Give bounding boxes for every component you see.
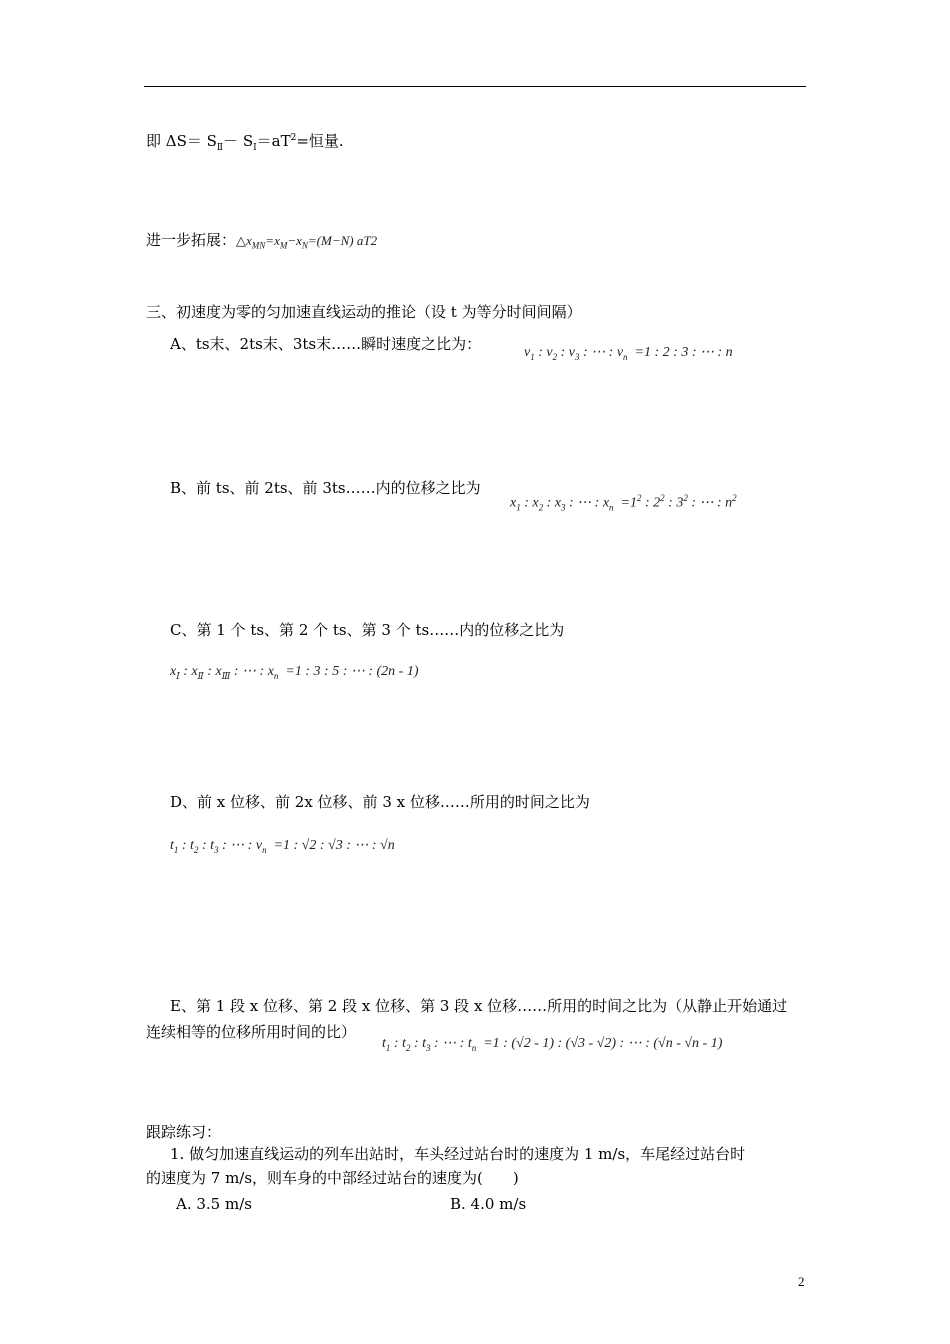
page-number: 2	[798, 1274, 805, 1289]
extend-line	[146, 230, 377, 256]
section-3-heading: 三、初速度为零的匀加速直线运动的推论（设 t 为等分时间间隔）	[146, 303, 582, 321]
question-1-option-a: A. 3.5 m/s	[176, 1195, 252, 1213]
extend-label: 进一步拓展：	[146, 231, 237, 249]
question-1-line2: 的速度为 7 m/s，则车身的中部经过站台的速度为( )	[146, 1169, 519, 1187]
header-divider	[144, 86, 806, 87]
item-b-text: B、前 ts、前 2ts、前 3ts……内的位移之比为	[170, 479, 481, 497]
extend-formula: $\triangle x_{MN}=x_M-x_N=(M-N)$ aT2	[236, 233, 378, 251]
item-e-text-line2: 连续相等的位移所用时间的比）	[146, 1023, 357, 1041]
item-b-formula: $x_1$ : $x_2$ : $x_3$ : ⋯ : $x_n =1^2$ : $2^2$ : $3^2$ : ⋯ : $n^2$	[510, 493, 737, 513]
item-d-text: D、前 x 位移、前 2x 位移、前 3 x 位移……所用的时间之比为	[170, 793, 590, 811]
question-1-line1: 1. 做匀加速直线运动的列车出站时，车头经过站台时的速度为 1 m/s，车尾经过站台时	[170, 1145, 746, 1163]
item-c-formula: $x_Ⅰ$ : $x_Ⅱ$ : $x_Ⅲ$ : ⋯ : $x_n =1$ : 3 : 5 : ⋯ : (2n - 1)	[170, 664, 419, 681]
item-c-text: C、第 1 个 ts、第 2 个 ts、第 3 个 ts……内的位移之比为	[170, 621, 565, 639]
item-a-text: A、ts末、2ts末、3ts末……瞬时速度之比为：	[170, 335, 482, 353]
practice-title: 跟踪练习：	[146, 1123, 222, 1141]
delta-s-line: 即 $\Delta S= S_Ⅱ- S_Ⅰ=aT^2=$恒量.	[146, 132, 344, 153]
item-e-formula: $t_1$ : $t_2$ : $t_3$ : ⋯ : $t_n =1$ : (√2 - 1) : (√3 - √2) : ⋯ : (√n - √n - 1)	[382, 1036, 723, 1053]
question-1-option-b: B. 4.0 m/s	[450, 1195, 527, 1213]
item-a-formula: $v_1$ : $v_2$ : $v_3$ : ⋯ : $v_n =1$ : 2 : 3 : ⋯ : n	[524, 345, 733, 362]
item-e-text-line1: E、第 1 段 x 位移、第 2 段 x 位移、第 3 段 x 位移……所用的时间之比为（从静止开始通过	[170, 997, 788, 1015]
item-d-formula: $t_1$ : $t_2$ : $t_3$ : ⋯ : $v_n =1$ : √2 : √3 : ⋯ : √n	[170, 838, 395, 855]
